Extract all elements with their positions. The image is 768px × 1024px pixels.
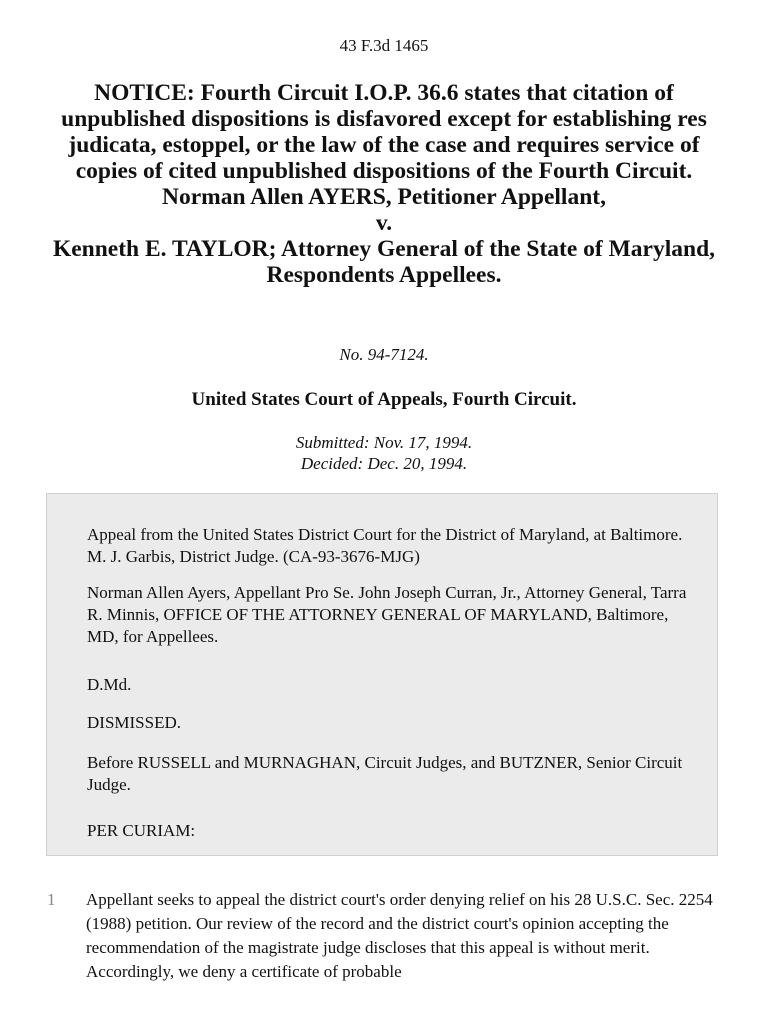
court-name: United States Court of Appeals, Fourth Circuit. xyxy=(191,389,577,410)
counsel-text: Norman Allen Ayers, Appellant Pro Se. John Joseph Curran, Jr., Attorney General, Tarra R. Minnis, OFFICE OF THE ATTORNEY GENERAL OF MARYLAND, Baltimore, MD, for Appellees. xyxy=(87,583,687,646)
per-curiam-label: PER CURIAM: xyxy=(87,821,196,840)
appeal-from-text: Appeal from the United States District Court for the District of Maryland, at Baltimore. M. J. Garbis, District Judge. (CA-93-3676-MJG) xyxy=(87,525,683,566)
notice-text: NOTICE: Fourth Circuit I.O.P. 36.6 states that citation of unpublished dispositions is disfavored except for establishing res judicata, estoppel, or the law of the case and requires service of copies of cited unpublished dispositions of the Fourth Circuit. xyxy=(61,80,707,184)
case-summary-box xyxy=(46,493,718,856)
paragraph-number: 1 xyxy=(47,890,56,909)
decided-date: Decided: Dec. 20, 1994. xyxy=(300,454,468,473)
docket-number: No. 94-7124. xyxy=(339,345,429,364)
disposition-text: DISMISSED. xyxy=(87,713,181,732)
district-text: D.Md. xyxy=(87,675,132,694)
case-dates xyxy=(0,432,768,474)
appellant-name: Norman Allen AYERS, Petitioner Appellant, xyxy=(162,184,606,210)
paragraph-text: Appellant seeks to appeal the district court's order denying relief on his 28 U.S.C. Sec. 2254 (1988) petition. Our review of the record and the district court's opinion accepting the recommendation of the magistrate judge discloses that this appeal is without merit. Accordingly, we deny a certificate of probable xyxy=(86,890,713,981)
versus-label: v. xyxy=(375,210,393,236)
submitted-date: Submitted: Nov. 17, 1994. xyxy=(295,433,473,452)
appellees-name: Kenneth E. TAYLOR; Attorney General of the State of Maryland, Respondents Appellees. xyxy=(52,236,716,288)
panel-text: Before RUSSELL and MURNAGHAN, Circuit Judges, and BUTZNER, Senior Circuit Judge. xyxy=(87,753,683,794)
citation: 43 F.3d 1465 xyxy=(339,36,429,55)
case-heading xyxy=(40,80,728,288)
